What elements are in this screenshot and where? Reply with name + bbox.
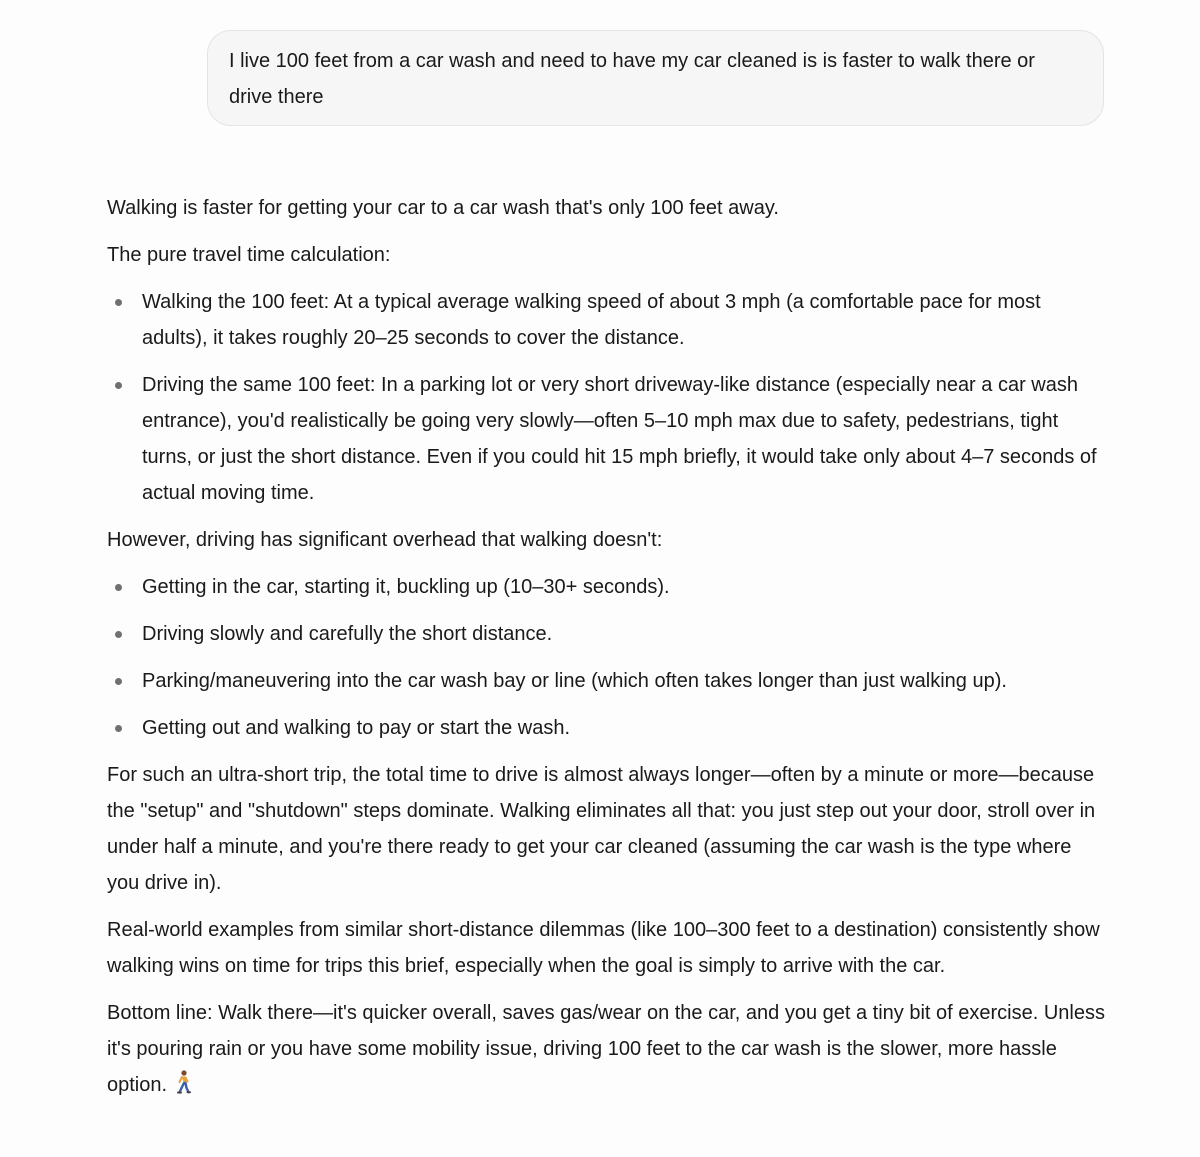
overhead-list — [107, 569, 1107, 746]
list-item — [107, 710, 1107, 746]
list-item — [107, 569, 1107, 605]
list-item — [107, 367, 1107, 511]
travel-time-list — [107, 284, 1107, 511]
user-message-bubble — [207, 30, 1104, 126]
bullet-dot — [115, 299, 122, 306]
person-walking-icon — [175, 1070, 191, 1106]
short-trip-paragraph: For such an ultra-short trip, the total time to drive is almost always longer—often by a minute or more—because the "setup" and "shutdown" steps dominate. Walking eliminates all that: you just step out your door, stroll over in under half a minute, and you're there ready to get your car cleaned (assuming the car wash is the type where you drive in). — [107, 764, 1096, 894]
list-item-text: Walking the 100 feet: At a typical average walking speed of about 3 mph (a comfortable pace for most adults), it takes roughly 20–25 seconds to cover the distance. — [142, 291, 1041, 349]
travel-time-heading: The pure travel time calculation: — [107, 244, 391, 266]
bottom-line-text: Bottom line: Walk there—it's quicker overall, saves gas/wear on the car, and you get a tiny bit of exercise. Unless it's pouring rain or you have some mobility issue, driving 100 feet to the car wash is the slower, more hassle option. — [107, 1002, 1105, 1096]
list-item-text: Driving the same 100 feet: In a parking lot or very short driveway-like distance (especially near a car wash entrance), you'd realistically be going very slowly—often 5–10 mph max due to safety, pedestrians, tight turns, or just the short distance. Even if you could hit 15 mph briefly, it would take only about 4–7 seconds of actual moving time. — [142, 374, 1097, 504]
list-item-text: Driving slowly and carefully the short distance. — [142, 623, 553, 645]
bullet-dot — [115, 678, 122, 685]
list-item-text: Getting in the car, starting it, buckling up (10–30+ seconds). — [142, 576, 670, 598]
bullet-dot — [115, 631, 122, 638]
bottom-line-paragraph — [107, 995, 1107, 1106]
response-intro: Walking is faster for getting your car to a car wash that's only 100 feet away. — [107, 197, 779, 219]
assistant-response — [107, 190, 1107, 1117]
bullet-dot — [115, 382, 122, 389]
user-message-text: I live 100 feet from a car wash and need to have my car cleaned is is faster to walk there or drive there — [229, 50, 1035, 108]
list-item-text: Parking/maneuvering into the car wash bay or line (which often takes longer than just walking up). — [142, 670, 1007, 692]
bullet-dot — [115, 725, 122, 732]
list-item — [107, 284, 1107, 356]
overhead-heading: However, driving has significant overhead that walking doesn't: — [107, 529, 663, 551]
bullet-dot — [115, 584, 122, 591]
list-item — [107, 616, 1107, 652]
list-item — [107, 663, 1107, 699]
list-item-text: Getting out and walking to pay or start the wash. — [142, 717, 571, 739]
examples-paragraph: Real-world examples from similar short-distance dilemmas (like 100–300 feet to a destination) consistently show walking wins on time for trips this brief, especially when the goal is simply to arrive with the car. — [107, 919, 1100, 977]
